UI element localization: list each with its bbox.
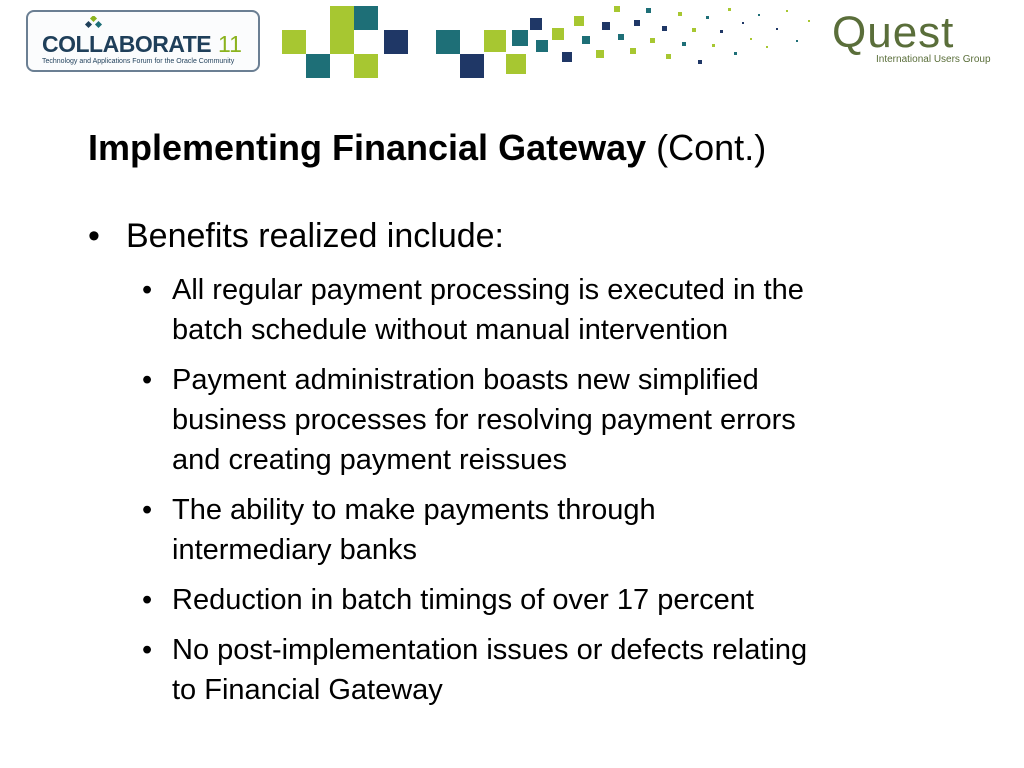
benefits-list: [140, 270, 940, 720]
bullet-marker: •: [142, 584, 153, 616]
benefit-item: [140, 490, 940, 570]
slide-title: [88, 124, 766, 172]
diamond-icon: [84, 16, 104, 30]
benefit-line: All regular payment processing is executed in the: [172, 274, 804, 306]
benefit-line: Reduction in batch timings of over 17 percent: [172, 584, 754, 616]
header-banner: [0, 0, 1024, 82]
benefit-item: [140, 580, 940, 620]
quest-wordmark: Quest: [832, 8, 955, 57]
collaborate-wordmark: COLLABORATE: [42, 31, 212, 57]
collaborate-edition: 11: [218, 31, 242, 57]
benefit-line: batch schedule without manual intervention: [172, 314, 729, 346]
benefit-item: [140, 360, 940, 480]
benefit-line: The ability to make payments through: [172, 494, 656, 526]
bullet-marker: •: [142, 274, 153, 306]
benefit-item: [140, 270, 940, 350]
benefit-line: No post-implementation issues or defects relating: [172, 634, 808, 666]
benefit-item: [140, 630, 940, 710]
bullet-marker: •: [142, 494, 153, 526]
bullet-marker: •: [142, 364, 153, 396]
collaborate-logo: [26, 10, 260, 72]
benefit-line: intermediary banks: [172, 534, 417, 566]
slide-title-suffix: (Cont.): [656, 127, 767, 168]
quest-subtitle: International Users Group: [876, 54, 991, 65]
benefit-line: business processes for resolving payment errors: [172, 404, 796, 436]
bullet-marker: •: [142, 634, 153, 666]
benefit-line: Payment administration boasts new simplified: [172, 364, 759, 396]
decorative-mosaic: [262, 0, 822, 82]
benefit-line: to Financial Gateway: [172, 674, 443, 706]
main-bullet-text: Benefits realized include:: [126, 217, 505, 255]
quest-logo: [832, 10, 1004, 70]
bullet-marker: •: [88, 217, 100, 255]
collaborate-tagline: Technology and Applications Forum for the Oracle Community: [42, 58, 235, 65]
slide-title-main: Implementing Financial Gateway: [88, 127, 647, 168]
benefit-line: and creating payment reissues: [172, 444, 567, 476]
